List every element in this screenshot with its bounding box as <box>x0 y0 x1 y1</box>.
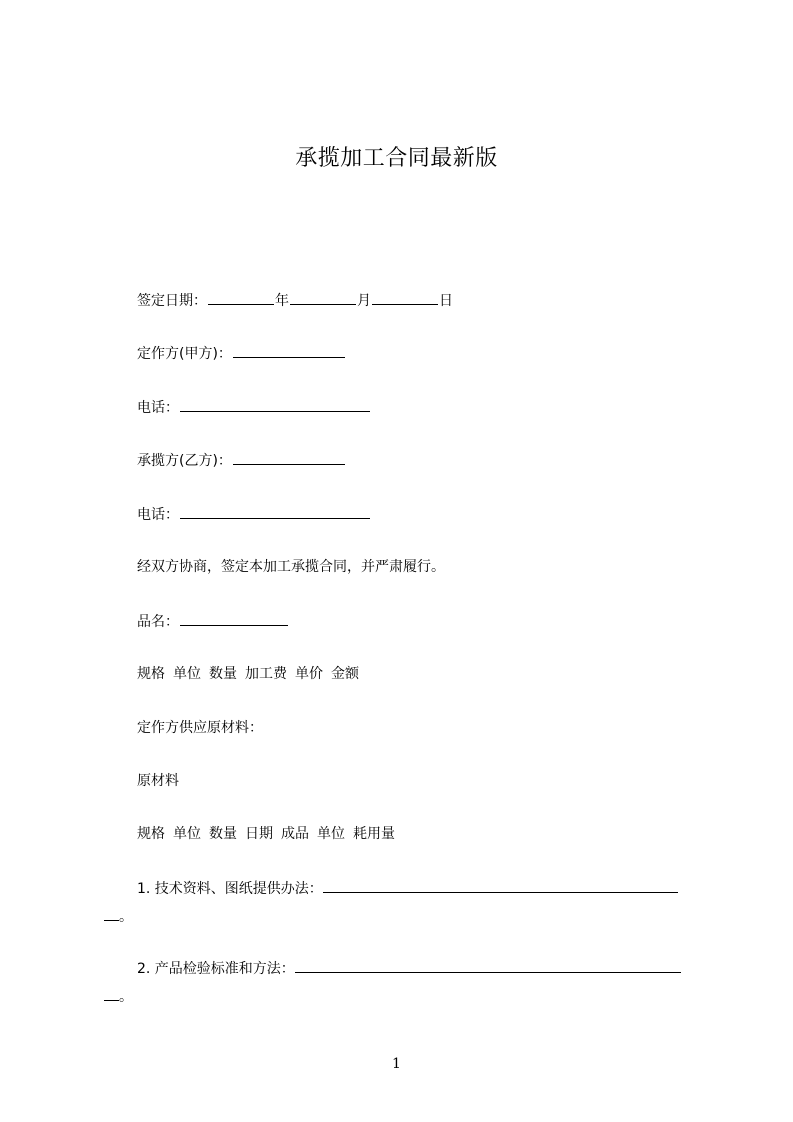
party-b-line <box>137 450 346 471</box>
material-column: 数量 <box>209 826 237 842</box>
material-supply-text: 定作方供应原材料： <box>137 720 263 736</box>
document-title: 承揽加工合同最新版 <box>295 146 498 171</box>
clause-1-end: 。 <box>119 909 133 925</box>
party-b-blank <box>233 450 345 465</box>
clause-2-blank-end <box>104 986 119 1001</box>
product-columns <box>137 664 359 684</box>
clause-1-line <box>137 878 678 899</box>
day-label: 日 <box>439 293 453 309</box>
clause-2-continuation <box>104 986 133 1007</box>
clause-1-blank <box>323 878 678 893</box>
product-column: 加工费 <box>245 666 287 682</box>
product-column: 规格 <box>137 666 165 682</box>
raw-material-heading: 原材料 <box>137 773 179 789</box>
product-name-label: 品名： <box>137 614 179 630</box>
party-a-blank <box>233 343 345 358</box>
party-a-label: 定作方(甲方)： <box>137 346 232 362</box>
party-a-line <box>137 343 346 364</box>
agreement-text: 经双方协商，签定本加工承揽合同，并严肃履行。 <box>137 559 445 575</box>
material-column: 单位 <box>173 826 201 842</box>
product-column: 数量 <box>209 666 237 682</box>
product-column: 单位 <box>173 666 201 682</box>
phone-a-label: 电话： <box>137 400 179 416</box>
clause-1-label: 1. 技术资料、图纸提供办法： <box>137 881 323 897</box>
material-column: 耗用量 <box>353 826 395 842</box>
party-b-label: 承揽方(乙方)： <box>137 453 232 469</box>
product-name-blank <box>180 611 288 626</box>
phone-b-line <box>137 504 371 525</box>
product-column: 单价 <box>295 666 323 682</box>
product-column: 金额 <box>331 666 359 682</box>
clause-2-end: 。 <box>119 989 133 1005</box>
material-columns <box>137 824 395 844</box>
clause-2-line <box>137 958 681 979</box>
phone-a-blank <box>180 397 370 412</box>
phone-a-line <box>137 397 371 418</box>
sign-date-line <box>137 290 453 311</box>
sign-date-label: 签定日期： <box>137 293 207 309</box>
clause-1-continuation <box>104 906 133 927</box>
material-column: 规格 <box>137 826 165 842</box>
material-column: 单位 <box>317 826 345 842</box>
clause-2-blank <box>295 958 681 973</box>
year-label: 年 <box>275 293 289 309</box>
year-blank <box>208 290 274 305</box>
material-column: 日期 <box>245 826 273 842</box>
material-column: 成品 <box>281 826 309 842</box>
clause-2-label: 2. 产品检验标准和方法： <box>137 961 295 977</box>
page-number: 1 <box>392 1056 401 1072</box>
day-blank <box>372 290 438 305</box>
product-name-line <box>137 611 289 632</box>
clause-1-blank-end <box>104 906 119 921</box>
phone-b-label: 电话： <box>137 507 179 523</box>
phone-b-blank <box>180 504 370 519</box>
month-blank <box>290 290 356 305</box>
month-label: 月 <box>357 293 371 309</box>
